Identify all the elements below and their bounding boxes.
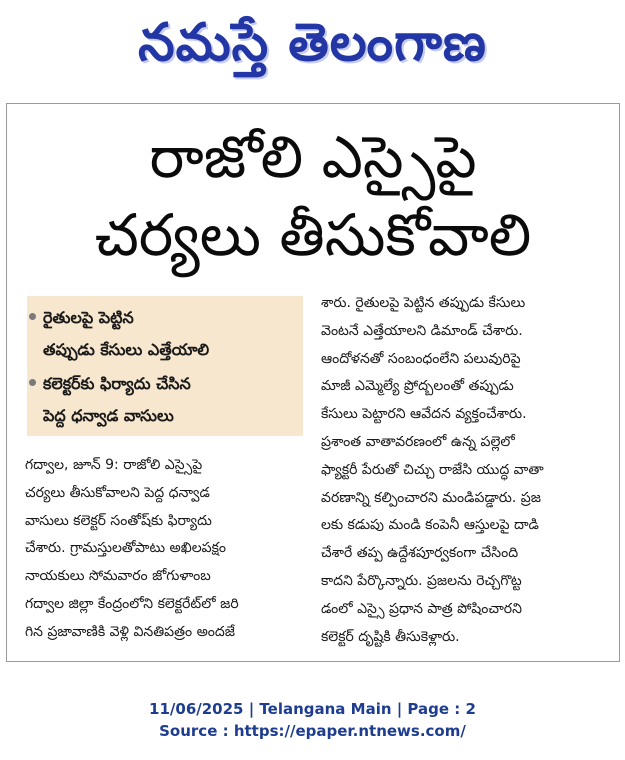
headline-line-1: రాజోలి ఎస్సైపై — [149, 123, 477, 191]
article-body-right-column — [321, 290, 609, 651]
body-line: వాసులు కలెక్టర్ సంతోష్‌కు ఫిర్యాదు — [25, 512, 212, 529]
newspaper-masthead — [0, 0, 625, 100]
highlight-line: రైతులపై పెట్టిన — [43, 308, 134, 327]
highlight-item — [43, 302, 293, 366]
bullet-dot-icon — [29, 313, 36, 320]
body-line: వెంటనే ఎత్తేయాలని డిమాండ్ చేశారు. — [321, 322, 523, 339]
footer-edition-info: 11/06/2025 | Telangana Main | Page : 2 — [149, 700, 476, 718]
body-line: చేశారే తప్ప ఉద్దేశపూర్వకంగా చేసింది — [321, 545, 519, 562]
footer-source-link[interactable]: Source : https://epaper.ntnews.com/ — [159, 722, 466, 740]
body-line: కలెక్టర్ దృష్టికి తీసుకెళ్లారు. — [321, 628, 460, 645]
body-line: ఫ్యాక్టరీ పేరుతో చిచ్చు రాజేసి యుద్ధ వాతా — [321, 461, 544, 478]
body-line: గిన ప్రజావాణికి వెళ్లి వినతిపత్రం అందజే — [25, 623, 235, 640]
body-line: చేశారు. గ్రామస్తులతోపాటు అఖిలపక్షం — [25, 540, 227, 557]
body-line: లకు కడుపు మండి కంపెనీ ఆస్తులపై దాడి — [321, 517, 539, 534]
highlight-line: కలెక్టర్‌కు ఫిర్యాదు చేసిన — [43, 374, 191, 393]
body-line: ప్రశాంత వాతావరణంలో ఉన్న పల్లెలో — [321, 433, 515, 450]
highlight-line: పెద్ద ధన్వాడ వాసులు — [43, 406, 174, 425]
highlight-item — [43, 368, 293, 432]
highlight-line: తప్పుడు కేసులు ఎత్తేయాలి — [43, 340, 210, 359]
bullet-dot-icon — [29, 379, 36, 386]
body-line: కాదని పేర్కొన్నారు. ప్రజలను రెచ్చగొట్ట — [321, 572, 522, 589]
body-line: శారు. రైతులపై పెట్టిన తప్పుడు కేసులు — [321, 295, 526, 311]
body-line: గద్వాల జిల్లా కేంద్రంలోని కలెక్టరేట్‌లో జరి — [25, 595, 239, 612]
body-line: కేసులు పెట్టారని ఆవేదన వ్యక్తంచేశారు. — [321, 406, 527, 423]
body-line: ఆందోళనతో సంబంధంలేని పలువురిపై — [321, 350, 521, 367]
headline-line-2: చర్యలు తీసుకోవాలి — [94, 201, 532, 269]
highlights-box — [27, 296, 303, 436]
masthead-logo-text: నమస్తే తెలంగాణ — [138, 13, 487, 73]
body-line: వరణాన్ని కల్పించారని మండిపడ్డారు. ప్రజ — [321, 489, 541, 506]
article-body-left-column — [25, 452, 305, 647]
article-headline — [7, 118, 619, 274]
body-line: చర్యలు తీసుకోవాలని పెద్ద ధన్వాడ — [25, 484, 210, 501]
article-clipping — [6, 103, 620, 662]
body-line: నాయకులు సోమవారం జోగుళాంబ — [25, 568, 211, 585]
body-line: మాజీ ఎమ్మెల్యే ప్రోద్బలంతో తప్పుడు — [321, 378, 514, 395]
body-line: గద్వాల, జూన్ 9: రాజోలి ఎస్సైపై — [25, 457, 203, 473]
body-line: డంలో ఎస్సై ప్రధాన పాత్ర పోషించారని — [321, 600, 522, 617]
